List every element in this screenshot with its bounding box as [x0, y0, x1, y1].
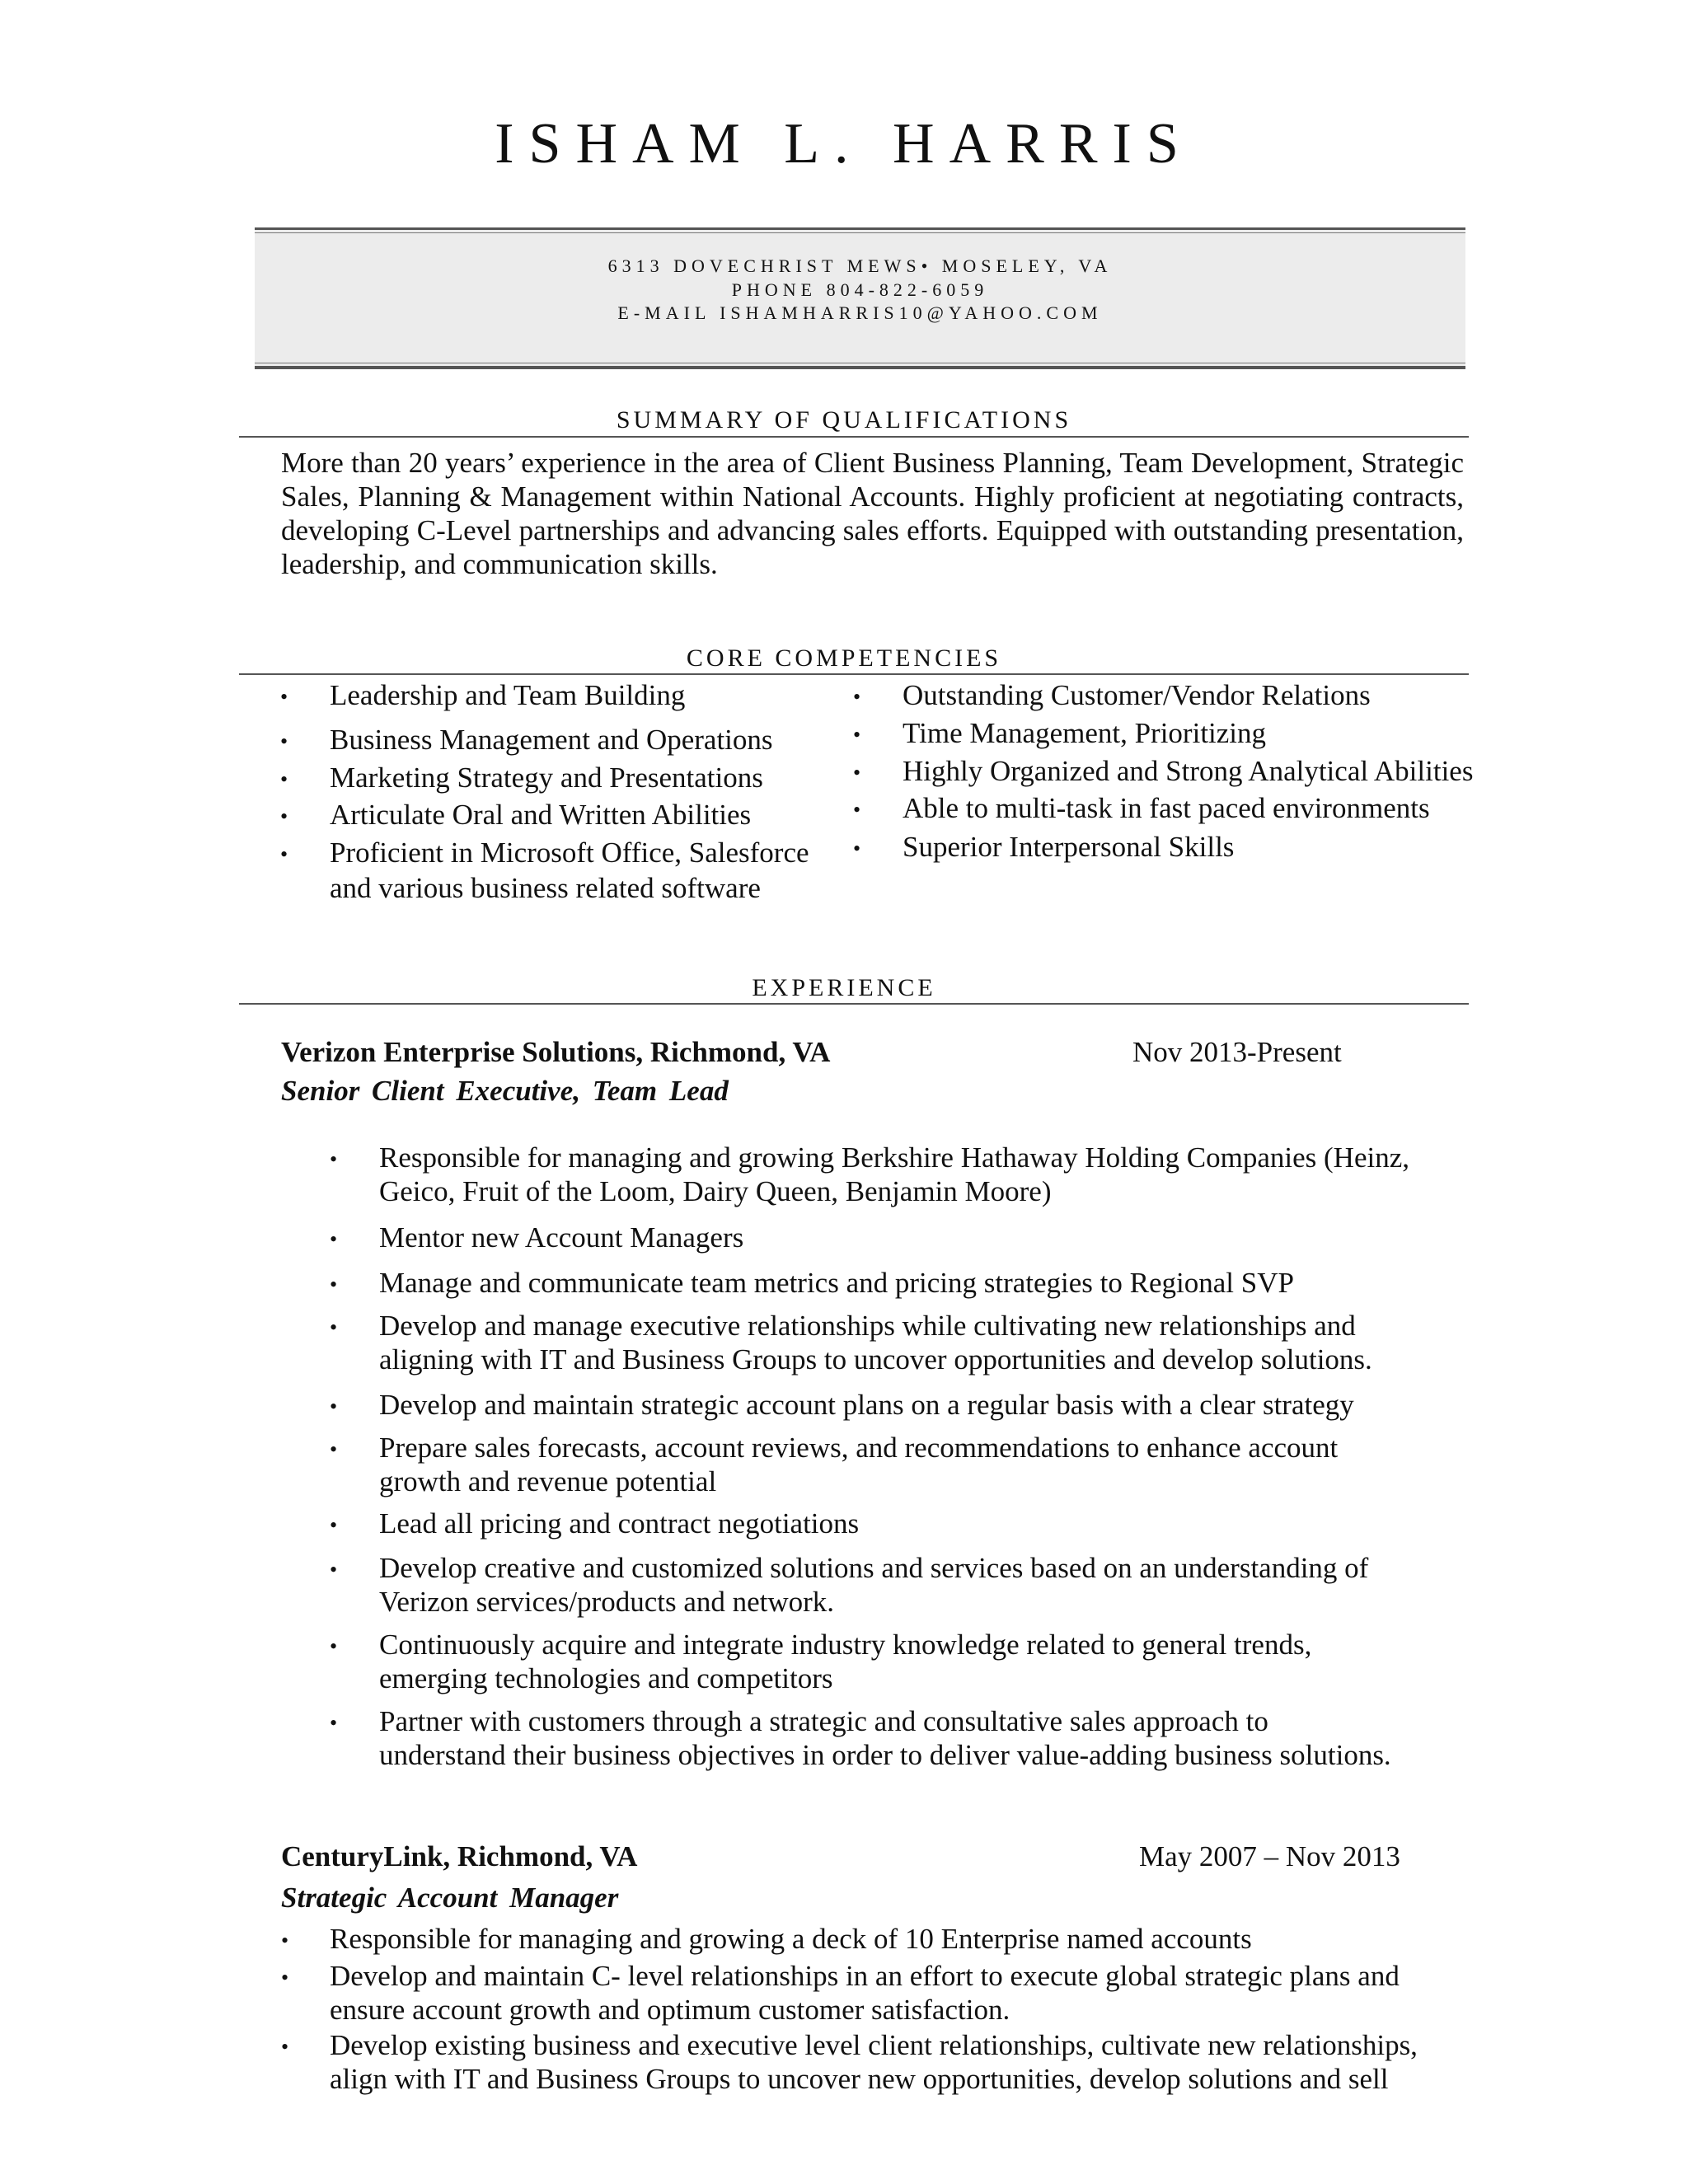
competency-right-2: Time Management, Prioritizing — [903, 717, 1267, 749]
bullet-icon: • — [853, 837, 861, 860]
bullet-icon: • — [330, 1513, 338, 1537]
job-1-line-8: Prepare sales forecasts, account reviews, and recommendations to enhance account — [379, 1432, 1339, 1464]
job-2-role: Strategic Account Manager — [281, 1882, 619, 1914]
competency-left-2: Business Management and Operations — [330, 724, 773, 756]
bullet-icon: • — [280, 729, 288, 753]
job-1-line-16: understand their business objectives in order to deliver value-adding business solutions. — [379, 1739, 1391, 1771]
job-1-line-11: Develop creative and customized solutions and services based on an understanding of — [379, 1552, 1369, 1584]
summary-title: SUMMARY OF QUALIFICATIONS — [616, 406, 1072, 434]
competencies-title: CORE COMPETENCIES — [686, 644, 1002, 672]
competency-left-1: Leadership and Team Building — [330, 679, 686, 711]
job-2-line-1: Responsible for managing and growing a deck of 10 Enterprise named accounts — [330, 1923, 1252, 1955]
job-2-company: CenturyLink, Richmond, VA — [281, 1840, 638, 1872]
contact-phone: PHONE 804-822-6059 — [731, 279, 989, 300]
job-1-line-2: Geico, Fruit of the Loom, Dairy Queen, Benjamin Moore) — [379, 1175, 1052, 1207]
job-1-line-10: Lead all pricing and contract negotiations — [379, 1507, 860, 1540]
competency-right-5: Superior Interpersonal Skills — [903, 831, 1235, 863]
job-1-company: Verizon Enterprise Solutions, Richmond, VA — [281, 1036, 831, 1068]
competency-right-4: Able to multi-task in fast paced environments — [903, 792, 1430, 824]
bullet-icon: • — [330, 1227, 338, 1251]
bullet-icon: • — [853, 798, 861, 822]
bullet-icon: • — [280, 767, 288, 791]
resume-name: ISHAM L. HARRIS — [495, 112, 1193, 176]
job-1-line-5: Develop and manage executive relationships while cultivating new relationships and — [379, 1310, 1356, 1342]
contact-email: E-MAIL ISHAMHARRIS10@YAHOO.COM — [617, 302, 1103, 323]
job-1-line-14: emerging technologies and competitors — [379, 1662, 833, 1694]
job-2-line-4: Develop existing business and executive level client relationships, cultivate new relationships, — [330, 2029, 1418, 2061]
bullet-icon: • — [330, 1272, 338, 1296]
competency-left-5-cont: and various business related software — [330, 872, 761, 904]
experience-rule — [239, 1003, 1469, 1005]
bullet-icon: • — [853, 761, 861, 785]
job-1-role: Senior Client Executive, Team Lead — [281, 1075, 729, 1107]
contact-top-rule — [255, 227, 1465, 230]
job-1-line-13: Continuously acquire and integrate industry knowledge related to general trends, — [379, 1629, 1312, 1661]
bullet-icon: • — [330, 1315, 338, 1339]
job-2-line-3: ensure account growth and optimum customer satisfaction. — [330, 1994, 1010, 2026]
job-1-line-3: Mentor new Account Managers — [379, 1221, 744, 1254]
competency-right-3: Highly Organized and Strong Analytical Abilities — [903, 755, 1474, 787]
bullet-icon: • — [280, 804, 288, 828]
job-1-line-7: Develop and maintain strategic account plans on a regular basis with a clear strategy — [379, 1389, 1354, 1421]
bullet-icon: • — [281, 1966, 289, 1990]
bullet-icon: • — [330, 1437, 338, 1461]
competency-right-1: Outstanding Customer/Vendor Relations — [903, 679, 1371, 711]
job-1-line-1: Responsible for managing and growing Berkshire Hathaway Holding Companies (Heinz, — [379, 1141, 1410, 1174]
job-1-line-6: aligning with IT and Business Groups to uncover opportunities and develop solutions. — [379, 1343, 1372, 1376]
competency-left-3: Marketing Strategy and Presentations — [330, 762, 763, 794]
bullet-icon: • — [853, 685, 861, 709]
contact-bottom-rule — [255, 366, 1465, 369]
job-2-line-2: Develop and maintain C- level relationships in an effort to execute global strategic plans and — [330, 1960, 1400, 1992]
bullet-icon: • — [281, 2035, 289, 2059]
summary-rule — [239, 436, 1469, 438]
bullet-icon: • — [330, 1394, 338, 1418]
job-1-line-4: Manage and communicate team metrics and pricing strategies to Regional SVP — [379, 1267, 1294, 1299]
bullet-icon: • — [280, 842, 288, 866]
job-1-line-15: Partner with customers through a strategic and consultative sales approach to — [379, 1705, 1268, 1737]
job-2-dates: May 2007 – Nov 2013 — [1139, 1840, 1400, 1872]
contact-top-rule-thin — [255, 232, 1465, 233]
bullet-icon: • — [281, 1929, 289, 1952]
bullet-icon: • — [330, 1634, 338, 1658]
job-1-line-12: Verizon services/products and network. — [379, 1586, 835, 1618]
summary-text: More than 20 years’ experience in the area of Client Business Planning, Team Development, Strategic Sales, Planning & Management within National Accounts. Highly proficient at negotiating contracts, developing C-Level partnerships and advancing sales efforts. Equipped with outstanding presentation, leadership, and communication skills. — [281, 447, 1464, 580]
bullet-icon: • — [330, 1711, 338, 1735]
job-2-line-5: align with IT and Business Groups to uncover new opportunities, develop solutions and sell — [330, 2063, 1389, 2095]
bullet-icon: • — [330, 1558, 338, 1582]
competency-left-5: Proficient in Microsoft Office, Salesforce — [330, 837, 809, 869]
experience-title: EXPERIENCE — [752, 974, 936, 1001]
competency-left-4: Articulate Oral and Written Abilities — [330, 799, 752, 831]
bullet-icon: • — [280, 685, 288, 709]
bullet-icon: • — [853, 723, 861, 747]
job-1-dates: Nov 2013-Present — [1132, 1036, 1342, 1068]
bullet-icon: • — [330, 1147, 338, 1171]
job-1-line-9: growth and revenue potential — [379, 1465, 717, 1497]
competencies-rule — [239, 673, 1469, 675]
contact-address: 6313 DOVECHRIST MEWS• MOSELEY, VA — [607, 255, 1113, 276]
